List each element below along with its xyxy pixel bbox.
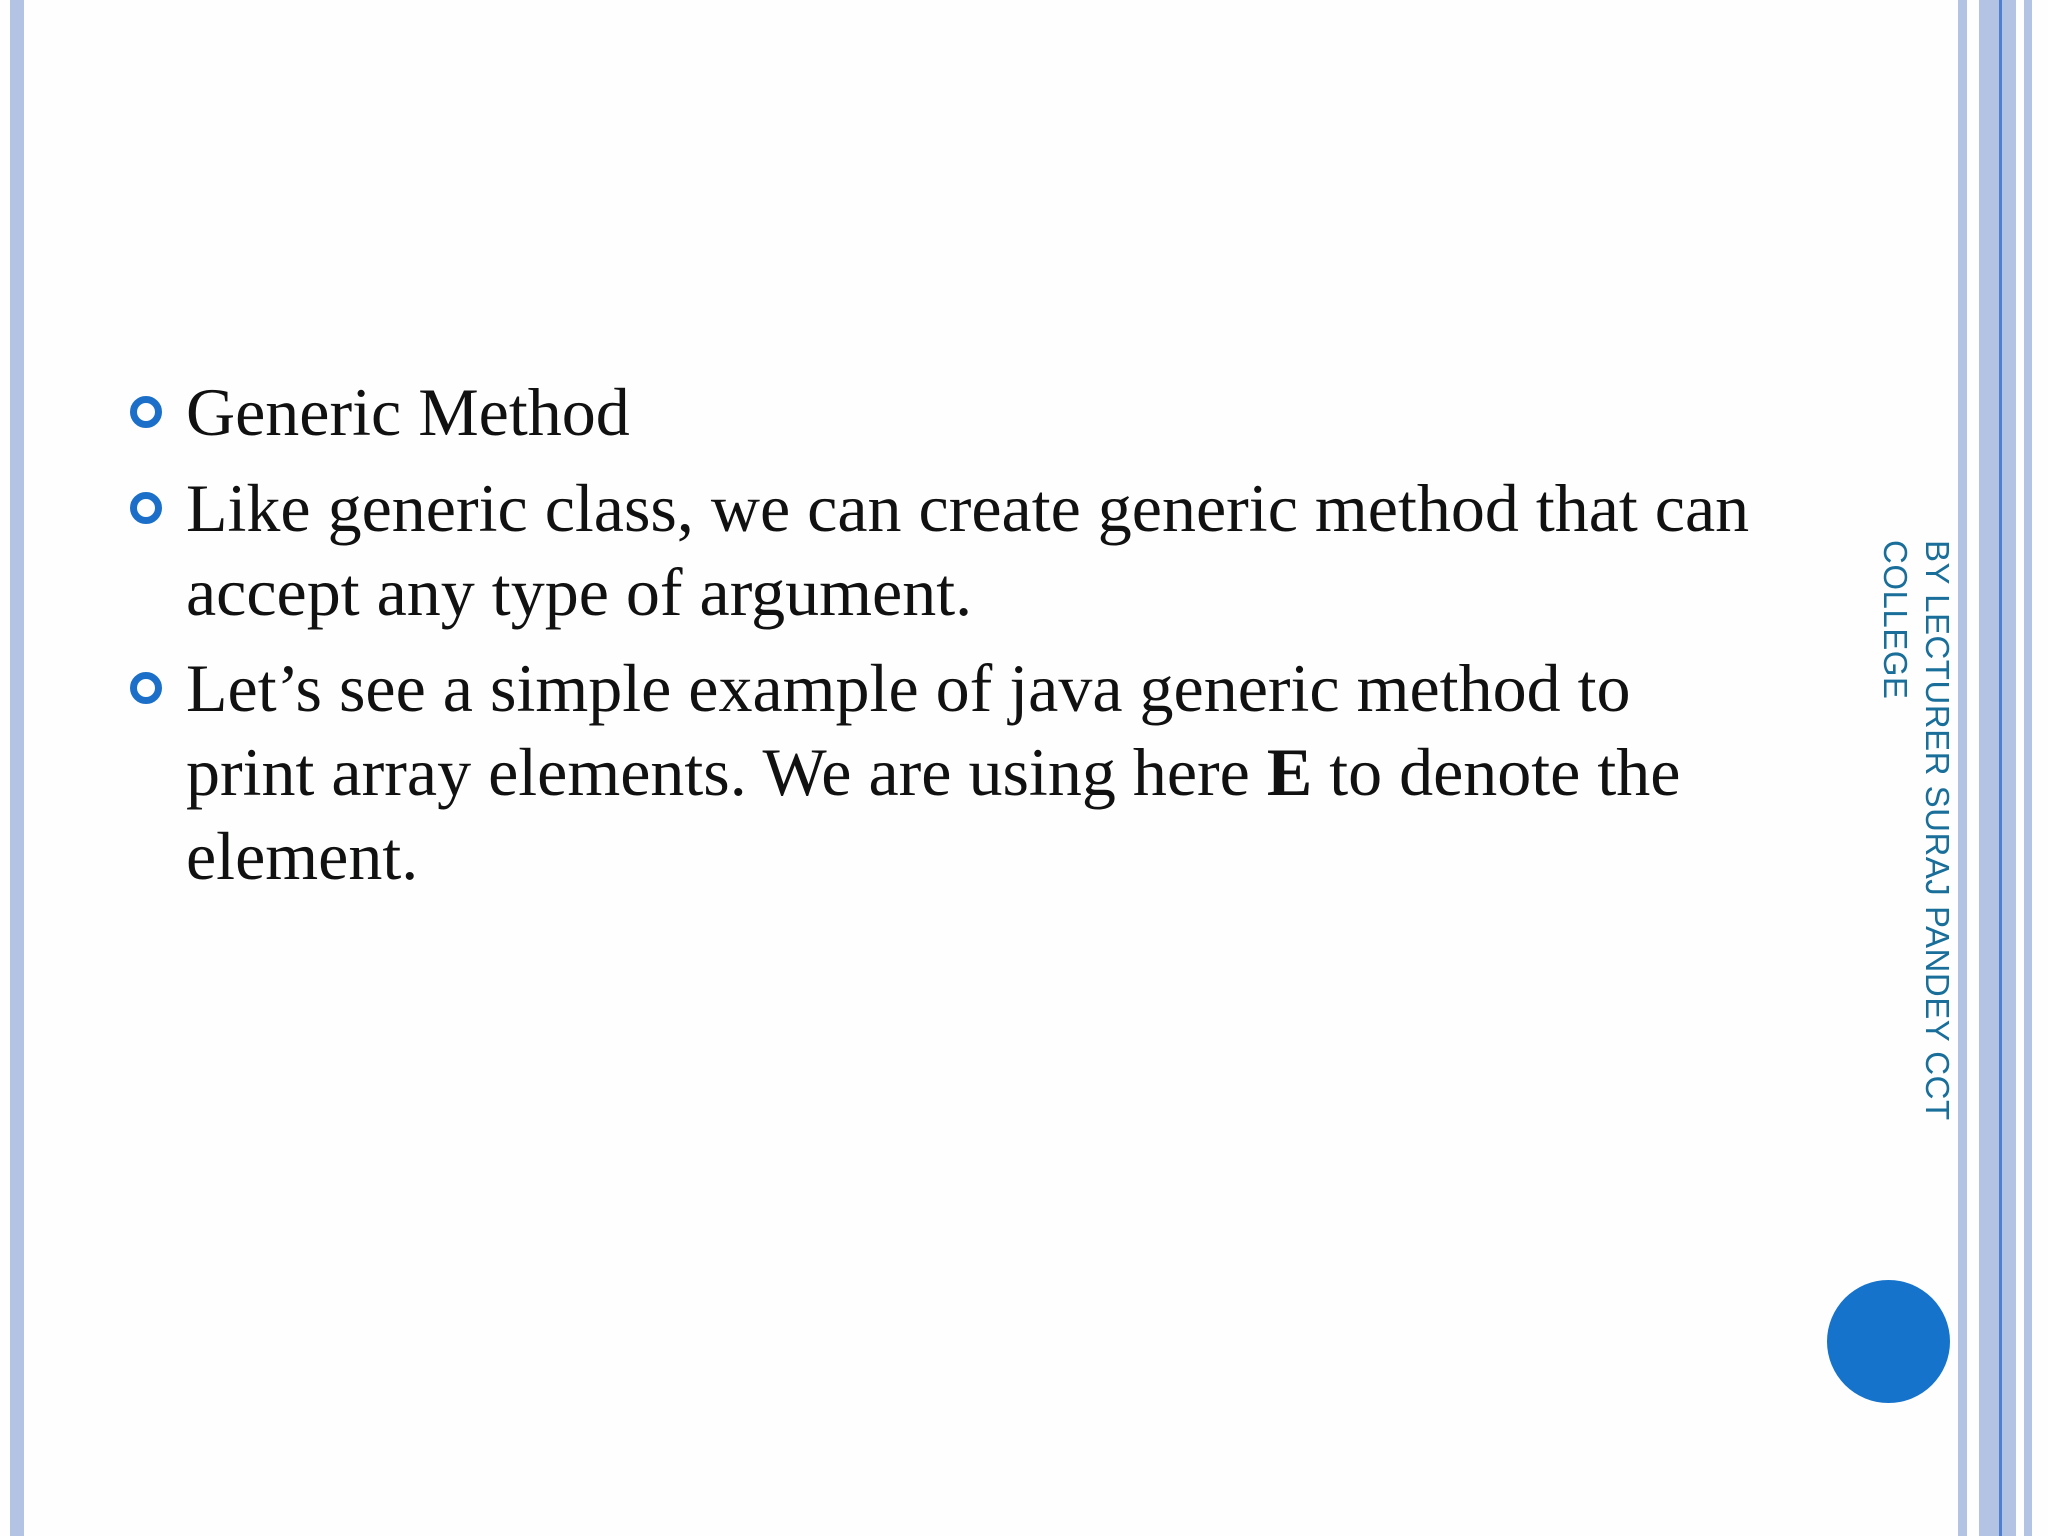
bullet-text-part: Let’s see a simple example of java generic method to print array elements. We are using here — [186, 650, 1631, 810]
circle-bullet-icon — [130, 672, 162, 704]
circle-bullet-icon — [130, 396, 162, 428]
left-border-decoration — [10, 0, 24, 1536]
bullet-item — [130, 466, 1750, 634]
slide-body — [130, 370, 1750, 910]
right-stripe-decoration — [2024, 0, 2032, 1536]
right-stripe-decoration — [1979, 0, 1999, 1536]
bullet-text — [186, 650, 1680, 894]
bullet-item — [130, 370, 1750, 454]
bullet-text: Like generic class, we can create generic method that can accept any type of argument. — [186, 470, 1750, 630]
right-stripe-decoration — [1958, 0, 1967, 1536]
bullet-text: Generic Method — [186, 374, 630, 450]
right-stripe-decoration — [2002, 0, 2016, 1536]
bullet-text-part: to denote the element. — [186, 734, 1681, 894]
bullet-item — [130, 646, 1750, 898]
decorative-circle — [1827, 1280, 1950, 1403]
author-credit: BY LECTURER SURAJ PANDEY CCT COLLEGE — [1877, 540, 1956, 1121]
circle-bullet-icon — [130, 492, 162, 524]
bold-symbol: E — [1266, 734, 1313, 810]
